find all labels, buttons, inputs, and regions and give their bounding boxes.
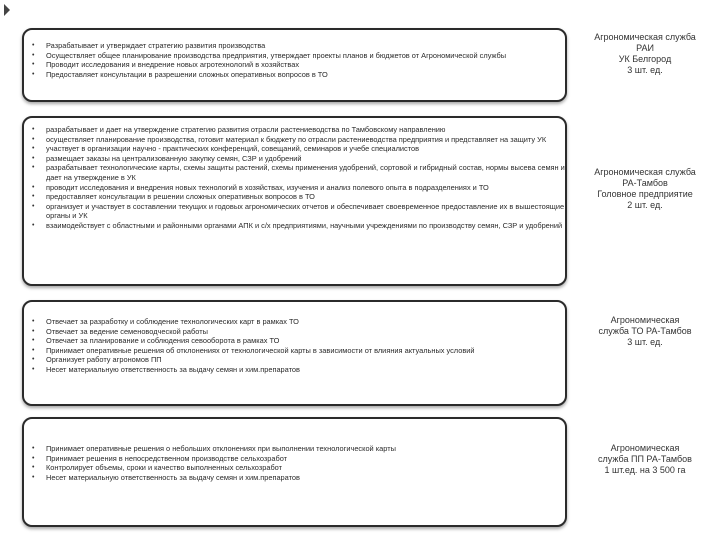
list-item: • Принимает оперативные решения о небольших отклонениях при выполнении технологической карты — [24, 444, 565, 454]
list-item: • участвует в организации научно - практических конференций, совещаний, семинаров и учебе специалистов — [24, 144, 565, 154]
service-label-4 — [572, 443, 718, 476]
list-item: • Предоставляет консультации в разрешении сложных оперативных вопросов в ТО — [24, 70, 565, 80]
label-line: Агрономическая служба — [594, 167, 696, 177]
label-line: УК Белгород — [618, 54, 672, 64]
service-label-1 — [572, 32, 718, 76]
list-item: • Организует работу агрономов ПП — [24, 355, 565, 365]
label-line: 3 шт. ед. — [627, 65, 663, 75]
label-line: Агрономическая — [610, 315, 680, 325]
list-item: • Проводит исследования и внедрение новых агротехнологий в хозяйствах — [24, 60, 565, 70]
list-item: • Осуществляет общее планирование производства предприятия, утверждает проекты планов и бюджетов от Агрономической службы — [24, 51, 565, 61]
responsibility-list-2 — [24, 125, 565, 231]
list-item: • осуществляет планирование производства, готовит материал к бюджету по отрасли растениеводства предприятия и представляет на защиту УК — [24, 135, 565, 145]
list-item: • Несет материальную ответственность за выдачу семян и хим.препаратов — [24, 473, 565, 483]
responsibility-list-1 — [24, 41, 565, 79]
list-item: • предоставляет консультации в решении сложных оперативных вопросов в ТО — [24, 192, 565, 202]
service-label-2 — [572, 167, 718, 211]
label-line: 2 шт. ед. — [627, 200, 663, 210]
label-line: РАИ — [636, 43, 654, 53]
label-line: Головное предприятие — [597, 189, 693, 199]
list-item: • Принимает решения в непосредственном производстве сельхозработ — [24, 454, 565, 464]
list-item: • проводит исследования и внедрения новых технологий в хозяйствах, изучения и анализ полевого опыта в подразделениях и ТО — [24, 183, 565, 193]
list-item: • Несет материальную ответственность за выдачу семян и хим.препаратов — [24, 365, 565, 375]
label-line: Агрономическая — [610, 443, 680, 453]
label-line: РА-Тамбов — [622, 178, 668, 188]
responsibility-box-4 — [22, 417, 567, 527]
corner-arrow-icon — [4, 4, 10, 16]
list-item: • организует и участвует в составлении текущих и годовых агрономических отчетов и обеспечивает своевременное предоставление их в вышестоящие органы и УК — [24, 202, 565, 221]
responsibility-box-3 — [22, 300, 567, 406]
responsibility-list-3 — [24, 317, 565, 375]
list-item: • размещает заказы на централизованную закупку семян, СЗР и удобрений — [24, 154, 565, 164]
label-line: 1 шт.ед. на 3 500 га — [604, 465, 686, 475]
label-line: 3 шт. ед. — [627, 337, 663, 347]
list-item: • взаимодействует с областными и районными органами АПК и с/х предприятиями, научными учреждениями по производству семян, СЗР и удобрений — [24, 221, 565, 231]
responsibility-box-1 — [22, 28, 567, 102]
label-line: служба ТО РА-Тамбов — [598, 326, 692, 336]
service-label-3 — [572, 315, 718, 348]
list-item: • разрабатывает технологические карты, схемы защиты растений, схемы применения удобрений, сортовой и гибридный состав, нормы высева семян и дает на утверждение в УК — [24, 163, 565, 182]
responsibility-box-2 — [22, 116, 567, 286]
list-item: • Принимает оперативные решения об отклонениях от технологической карты в зависимости от влияния актуальных условий — [24, 346, 565, 356]
label-line: служба ПП РА-Тамбов — [598, 454, 692, 464]
list-item: • Отвечает за планирование и соблюдения севооборота в рамках ТО — [24, 336, 565, 346]
responsibility-list-4 — [24, 444, 565, 482]
list-item: • Разрабатывает и утверждает стратегию развития производства — [24, 41, 565, 51]
label-line: Агрономическая служба — [594, 32, 696, 42]
list-item: • Отвечает за ведение семеноводческой работы — [24, 327, 565, 337]
list-item: • разрабатывает и дает на утверждение стратегию развития отрасли растениеводства по Тамбовскому направлению — [24, 125, 565, 135]
list-item: • Контролирует объемы, сроки и качество выполненных сельхозработ — [24, 463, 565, 473]
list-item: • Отвечает за разработку и соблюдение технологических карт в рамках ТО — [24, 317, 565, 327]
